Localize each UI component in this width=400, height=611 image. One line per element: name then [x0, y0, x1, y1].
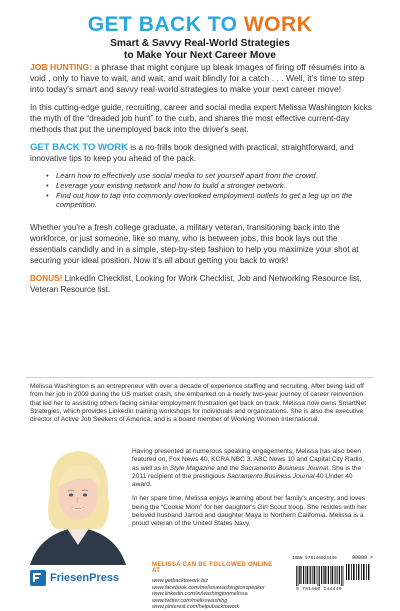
author-bio: Melissa Washington is an entrepreneur with over a decade of experience staffing and recruiting. After being laid off from her job in 2009 during the US market crash, she embarked on a nearly two-year journey of career reinvention that led her to assisting others facing similar employment frustration get back on track. Melissa now owns SmartNet Strategies, which provides LinkedIn training workshops for individuals and organizations. She is also the executive director of Active Job Seekers of America, and is a board member of Working Women International.: [30, 383, 367, 424]
title-part-2: TO: [207, 13, 244, 36]
follow-title: MELISSA CAN BE FOLLOWED ONLINE AT: [152, 562, 273, 574]
publisher-name: FriesenPress: [50, 572, 120, 584]
subtitle-line-2: to Make Your Next Career Move: [124, 50, 276, 61]
follow-link[interactable]: www.twitter.com/melisswashing: [152, 597, 228, 604]
feature-item: • Find out how to tap into commonly overlooked employment outlets to get a leg up on the competition.: [46, 191, 372, 211]
price-barcode-bars: [346, 564, 372, 580]
book-pitch-paragraph: [30, 142, 372, 164]
bonus-paragraph: [30, 273, 372, 295]
publisher-logo: [30, 570, 119, 586]
bonus-text: LinkedIn Checklist, Looking for Work Checklist, Job and Networking Resource list, Veteran Resource list.: [30, 274, 362, 295]
bio-media-em-3: Sacramento Business Journal: [226, 472, 315, 480]
title-part-1: GET BACK: [87, 13, 208, 36]
price-code: 90000 >: [352, 555, 374, 561]
section-divider: [26, 377, 374, 378]
bio-media-paragraph: [132, 448, 372, 489]
bio-media-text-c: . She is the 2011 recipient of the prestigious: [132, 464, 362, 480]
author-portrait: [30, 445, 126, 565]
book-title: [0, 14, 400, 36]
intro-keyword: JOB HUNTING:: [30, 62, 93, 72]
intro-text: a phrase that might conjure up bleak images of firing off résumés into a void , only to have to wait, and wait, and wait blindly for a catch . . . Well, it's time to step into today's smart and savvy real-world strategies to make your next career move!: [30, 62, 365, 94]
bio-media-text-d: 40 Under 40 award.: [132, 472, 353, 489]
bio-media-text-b: and the: [214, 464, 241, 472]
title-part-3: WORK: [243, 13, 313, 36]
follow-links: [152, 562, 282, 611]
blurb: [30, 62, 372, 302]
description-paragraph: In this cutting-edge guide, recruiting, career and social media expert Melissa Washington kicks the myth of the “dreaded job hunt” to the curb, and shares the most effective current-day methods that put the unemployed back into the driver's seat.: [30, 103, 372, 134]
audience-paragraph: Whether you're a fresh college graduate, a military veteran, transitioning back into the workforce, or just someone, like so many, who is between jobs, this book lays out the essentials candidly and in a simple, step-by-step fashion to help you maximize your shot at securing your ideal position. Now it's all about getting you back to work!: [30, 223, 359, 266]
bio-media-em-2: Sacramento Business Journal: [240, 464, 329, 472]
bio-media-text-a: Having presented at numerous speaking engagements, Melissa has also been featured on, Fox News 40, KCRA NBC 3, ABC News 10 and Capital City Radio, as well as in: [132, 448, 364, 472]
follow-link[interactable]: www.getbacktowork.biz: [152, 578, 209, 584]
book-subtitle: [0, 38, 400, 62]
publisher-mark-icon: [30, 570, 46, 586]
bio-personal-paragraph: In her spare time, Melissa enjoys learning about her family's ancestry, and loves being the “Cookie Mom” for her daughter's Girl Scout troop. She resides with her beloved husband Jarrod and daughter Maya in Northern California. Melissa is a proud veteran of the United States Navy.: [132, 495, 367, 528]
follow-link[interactable]: www.facebook.com/melissawashingtonspeaker: [152, 584, 265, 591]
cover-header: [0, 0, 400, 62]
barcode-bars: [296, 566, 346, 586]
barcode-number: 9 781460 244449: [296, 587, 342, 592]
isbn-barcode: [290, 555, 374, 592]
follow-link[interactable]: www.linkedin.com/in/washingtonmelissa: [152, 591, 248, 598]
follow-link[interactable]: www.pinterest.com/helpubacktowork: [152, 604, 240, 611]
subtitle-line-1: Smart & Savvy Real-World Strategies: [110, 38, 290, 49]
bio-media-em-1: Style Magazine: [169, 464, 215, 472]
feature-item: • Leverage your existing network and how to build a stronger network.: [46, 181, 372, 191]
feature-list: [46, 171, 372, 210]
isbn-label: ISBN 978146024449: [292, 556, 337, 561]
follow-list: [152, 578, 282, 611]
feature-item: • Learn how to effectively use social media to set yourself apart from the crowd.: [46, 171, 372, 181]
pitch-keyword: GET BACK TO WORK: [30, 142, 128, 153]
pitch-text: is a no-frills book designed with practical, straightforward, and innovative tips to keep you ahead of the pack.: [30, 143, 354, 163]
author-bio-continued: [132, 448, 372, 535]
bonus-keyword: BONUS!: [30, 274, 63, 284]
intro-paragraph: [30, 62, 372, 95]
